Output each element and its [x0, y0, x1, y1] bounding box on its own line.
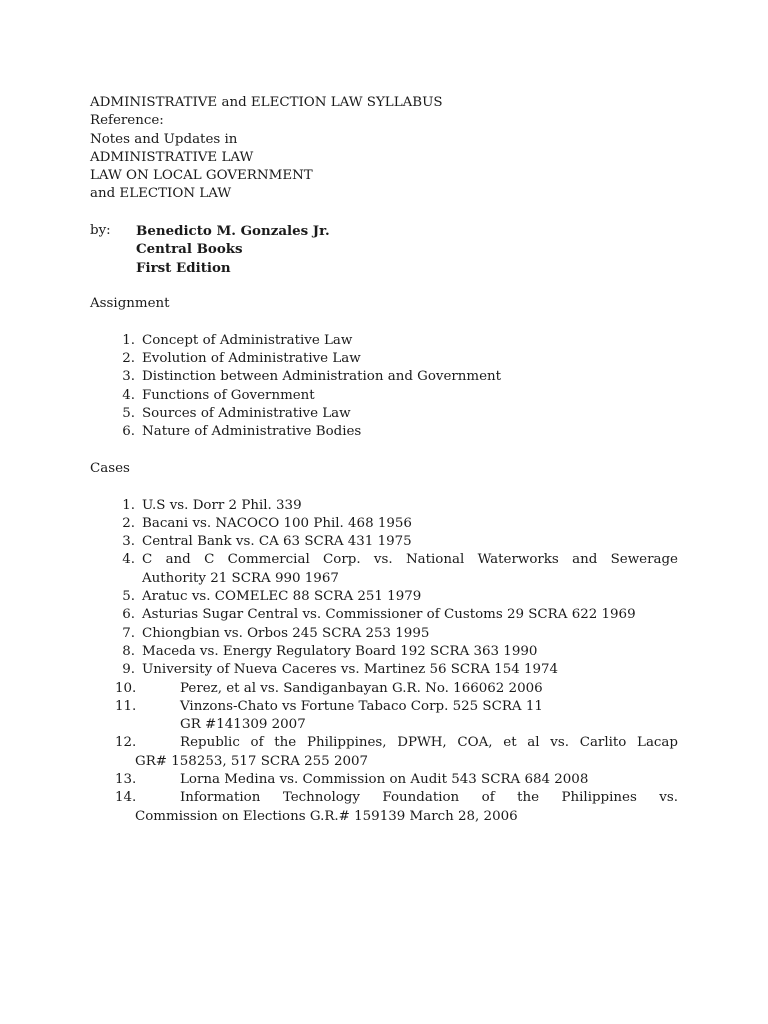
list-item: 4. C and C Commercial Corp. vs. National Waterworks and Sewerage Authority 21 SCRA 990 1967 — [122, 552, 678, 586]
by-label: by: — [90, 223, 111, 239]
document-page — [90, 94, 678, 826]
publisher: Central Books — [136, 241, 243, 258]
cases-heading: Cases — [90, 460, 130, 476]
list-item: 5. Sources of Administrative Law — [122, 406, 351, 422]
syllabus-title: ADMINISTRATIVE and ELECTION LAW SYLLABUS — [90, 95, 443, 110]
reference-line: LAW ON LOCAL GOVERNMENT — [90, 168, 313, 184]
list-item: 12. Republic of the Philippines, DPWH, COA, et al vs. Carlito Lacap GR# 158253, 517 SCRA 255 2007 — [115, 735, 678, 769]
list-item: 6. Nature of Administrative Bodies — [122, 424, 362, 440]
byline — [90, 222, 678, 277]
assignment-heading: Assignment — [90, 296, 170, 312]
list-item: 1. Concept of Administrative Law — [122, 332, 353, 348]
list-item: 9. University of Nueva Caceres vs. Martinez 56 SCRA 154 1974 — [122, 662, 559, 678]
edition: First Edition — [136, 259, 231, 276]
reference-line: and ELECTION LAW — [90, 186, 232, 202]
reference-label: Reference: — [90, 113, 164, 129]
list-item: 6. Asturias Sugar Central vs. Commissioner of Customs 29 SCRA 622 1969 — [122, 607, 636, 623]
list-item: 13. Lorna Medina vs. Commission on Audit 543 SCRA 684 2008 — [115, 771, 589, 787]
list-item: 3. Central Bank vs. CA 63 SCRA 431 1975 — [122, 534, 412, 550]
list-item: 4. Functions of Government — [122, 387, 315, 403]
list-item: 2. Evolution of Administrative Law — [122, 351, 361, 367]
list-item: 1. U.S vs. Dorr 2 Phil. 339 — [122, 497, 302, 513]
cases-list — [90, 497, 678, 826]
list-item: 5. Aratuc vs. COMELEC 88 SCRA 251 1979 — [122, 589, 422, 605]
reference-line: Notes and Updates in — [90, 131, 238, 147]
assignment-list — [90, 332, 678, 442]
reference-line: ADMINISTRATIVE LAW — [90, 149, 254, 165]
list-item: 8. Maceda vs. Energy Regulatory Board 192 SCRA 363 1990 — [122, 643, 538, 659]
author: Benedicto M. Gonzales Jr. — [136, 223, 330, 240]
list-item: 10. Perez, et al vs. Sandiganbayan G.R. No. 166062 2006 — [115, 680, 543, 696]
list-item: 3. Distinction between Administration and Government — [122, 369, 502, 385]
list-item: 7. Chiongbian vs. Orbos 245 SCRA 253 1995 — [122, 625, 430, 641]
list-item: 2. Bacani vs. NACOCO 100 Phil. 468 1956 — [122, 515, 412, 531]
list-item: 14. Information Technology Foundation of the Philippines vs. Commission on Elections G.R.# 159139 March 28, 2006 — [115, 790, 678, 824]
list-item: 11. Vinzons-Chato vs Fortune Tabaco Corp. 525 SCRA 11 GR #141309 2007 — [115, 698, 543, 733]
